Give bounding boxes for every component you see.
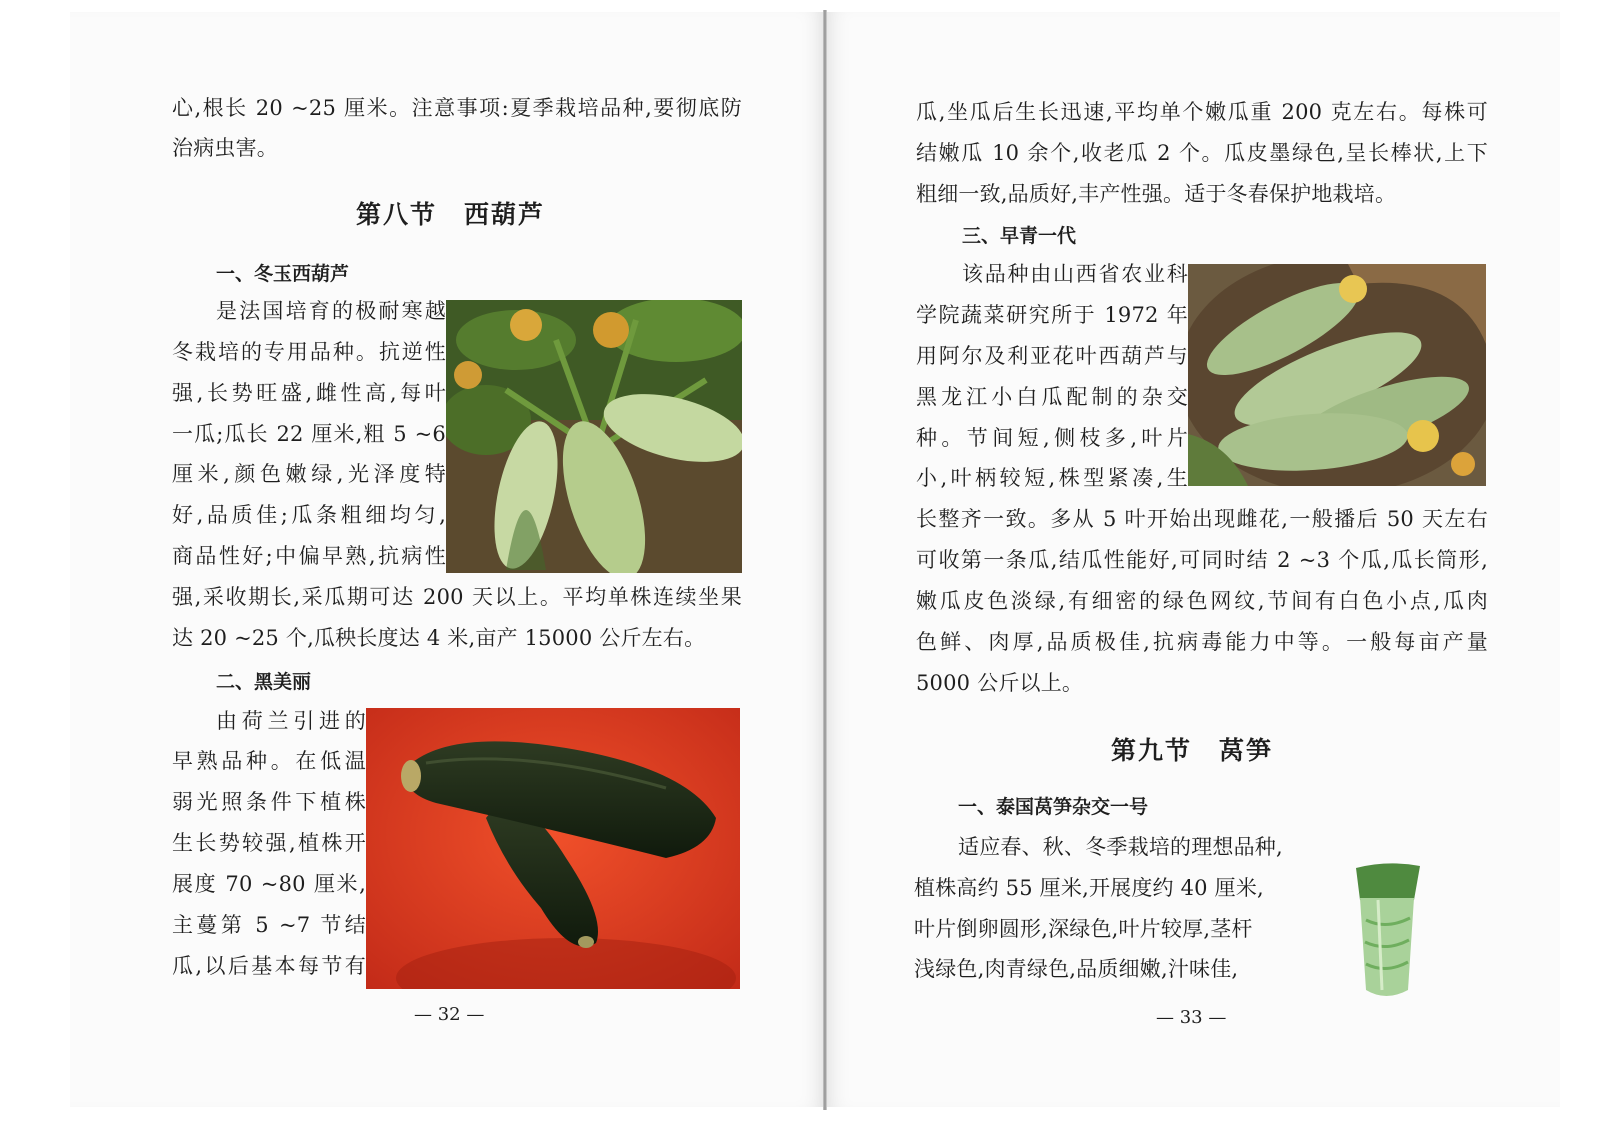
page-number: — 33 — — [1156, 1007, 1227, 1028]
paragraph-line: 瓜,以后基本每节有 — [172, 954, 366, 978]
green-zucchini-basket-photo — [1188, 264, 1486, 486]
book-gutter — [823, 10, 827, 1110]
paragraph-line: 商品性好;中偏早熟,抗病性 — [172, 544, 446, 568]
paragraph-line: 色鲜、肉厚,品质极佳,抗病毒能力中等。一般每亩产量 — [916, 630, 1488, 654]
paragraph-line: 叶片倒卵圆形,深绿色,叶片较厚,茎杆 — [914, 917, 1253, 941]
paragraph-line: 浅绿色,肉青绿色,品质细嫩,汁味佳, — [914, 957, 1239, 981]
paragraph-line: 植株高约 55 厘米,开展度约 40 厘米, — [914, 876, 1264, 900]
paragraph-line: 小,叶柄较短,株型紧凑,生 — [916, 466, 1188, 490]
paragraph-line: 是法国培育的极耐寒越 — [216, 299, 446, 323]
paragraph-line: 瓜,坐瓜后生长迅速,平均单个嫩瓜重 200 克左右。每株可 — [916, 100, 1488, 124]
paragraph-line: 种。节间短,侧枝多,叶片 — [916, 426, 1188, 450]
variety-title: 一、冬玉西葫芦 — [216, 263, 350, 285]
paragraph-line: 厘米,颜色嫩绿,光泽度特 — [172, 462, 446, 486]
lettuce-stem-photo — [1348, 860, 1426, 1002]
page-number: — 32 — — [414, 1004, 485, 1025]
paragraph-line: 好,品质佳;瓜条粗细均匀, — [172, 503, 446, 527]
paragraph-line: 5000 公斤以上。 — [916, 671, 1084, 695]
paragraph-line: 展度 70 ~80 厘米, — [172, 872, 366, 896]
variety-title: 三、早青一代 — [962, 225, 1077, 247]
section-title: 第八节 西葫芦 — [356, 200, 546, 229]
paragraph-line: 结嫩瓜 10 余个,收老瓜 2 个。瓜皮墨绿色,呈长棒状,上下 — [916, 141, 1488, 165]
paragraph-line: 早熟品种。在低温 — [172, 749, 366, 773]
paragraph-line: 粗细一致,品质好,丰产性强。适于冬春保护地栽培。 — [916, 182, 1397, 206]
paragraph-line: 强,长势旺盛,雌性高,每叶 — [172, 381, 446, 405]
paragraph-line: 该品种由山西省农业科 — [962, 262, 1188, 286]
dark-zucchini-photo — [366, 708, 740, 989]
paragraph-line: 学院蔬菜研究所于 1972 年 — [916, 303, 1188, 327]
paragraph-line: 嫩瓜皮色淡绿,有细密的绿色网纹,节间有白色小点,瓜肉 — [916, 589, 1488, 613]
paragraph-line: 可收第一条瓜,结瓜性能好,可同时结 2 ~3 个瓜,瓜长筒形, — [916, 548, 1488, 572]
paragraph-line: 一瓜;瓜长 22 厘米,粗 5 ~6 — [172, 422, 446, 446]
paragraph-line: 由荷兰引进的 — [216, 709, 366, 733]
paragraph-line: 主蔓第 5 ~7 节结 — [172, 913, 366, 937]
paragraph-line: 生长势较强,植株开 — [172, 831, 366, 855]
variety-title: 二、黑美丽 — [216, 671, 312, 693]
paragraph-line: 冬栽培的专用品种。抗逆性 — [172, 340, 446, 364]
variety-title: 一、泰国莴笋杂交一号 — [958, 796, 1149, 818]
paragraph-line: 用阿尔及利亚花叶西葫芦与 — [916, 344, 1188, 368]
zucchini-plant-photo — [446, 300, 742, 573]
paragraph-line: 达 20 ~25 个,瓜秧长度达 4 米,亩产 15000 公斤左右。 — [172, 626, 706, 650]
paragraph-line: 弱光照条件下植株 — [172, 790, 366, 814]
paragraph-line: 强,采收期长,采瓜期可达 200 天以上。平均单株连续坐果 — [172, 585, 742, 609]
paragraph-line: 长整齐一致。多从 5 叶开始出现雌花,一般播后 50 天左右 — [916, 507, 1488, 531]
paragraph-line: 心,根长 20 ~25 厘米。注意事项:夏季栽培品种,要彻底防 — [172, 96, 742, 120]
paragraph-line: 适应春、秋、冬季栽培的理想品种, — [958, 835, 1283, 859]
section-title: 第九节 莴笋 — [1111, 736, 1274, 765]
paragraph-line: 治病虫害。 — [172, 136, 278, 160]
paragraph-line: 黑龙江小白瓜配制的杂交 — [916, 385, 1188, 409]
